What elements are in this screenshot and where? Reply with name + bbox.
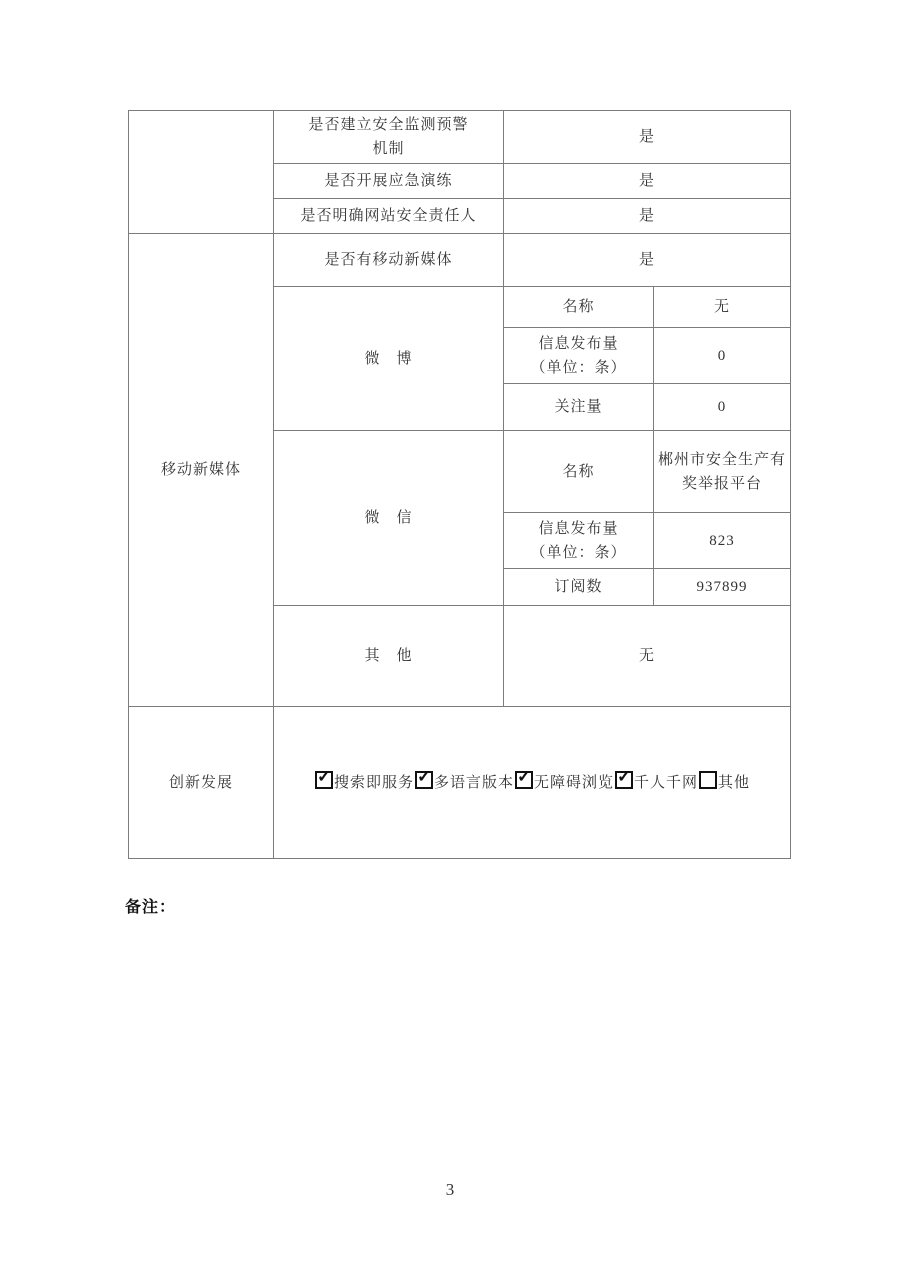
- row-value: 是: [504, 234, 791, 287]
- innovation-option: [314, 766, 414, 791]
- checked-checkbox-icon: [615, 766, 633, 789]
- table-row: [129, 707, 791, 859]
- option-label: 多语言版本: [433, 774, 514, 791]
- row-label: 信息发布量 （单位：条）: [504, 513, 654, 569]
- check-mark: ✓: [316, 766, 332, 786]
- row-value: 是: [504, 199, 791, 234]
- innovation-option: [698, 775, 750, 791]
- row-label: 名称: [504, 287, 654, 328]
- innovation-option: [514, 766, 615, 791]
- checked-checkbox-icon: [515, 766, 533, 789]
- row-value: 0: [654, 328, 791, 384]
- row-value: 无: [504, 606, 791, 707]
- row-value: 是: [504, 164, 791, 199]
- section-label-empty: [129, 111, 274, 234]
- option-label: 千人千网: [634, 774, 699, 791]
- option-label: 搜索即服务: [333, 774, 414, 791]
- option-label: 无障碍浏览: [534, 774, 615, 791]
- table-row: [129, 234, 791, 287]
- checked-checkbox-icon: [315, 766, 333, 789]
- innovation-options-cell: [274, 707, 791, 859]
- row-label: 关注量: [504, 384, 654, 431]
- row-label: 是否有移动新媒体: [274, 234, 504, 287]
- row-value: 无: [654, 287, 791, 328]
- row-value: 823: [654, 513, 791, 569]
- row-value: 937899: [654, 569, 791, 606]
- innovation-option: [414, 766, 514, 791]
- other-label: 其 他: [274, 606, 504, 707]
- row-label: 是否开展应急演练: [274, 164, 504, 199]
- row-label: 信息发布量 （单位：条）: [504, 328, 654, 384]
- section-label-innovation: 创新发展: [129, 707, 274, 859]
- check-mark: ✓: [517, 766, 532, 786]
- remarks-label: 备注：: [125, 899, 177, 916]
- row-label: 是否明确网站安全责任人: [274, 199, 504, 234]
- section-label-mobile-media: 移动新媒体: [129, 234, 274, 707]
- row-label: 名称: [504, 431, 654, 513]
- row-value: 0: [654, 384, 791, 431]
- table-row: [129, 111, 791, 164]
- unchecked-checkbox-icon: [699, 771, 717, 789]
- row-label: 订阅数: [504, 569, 654, 606]
- annual-report-table: [128, 110, 791, 859]
- check-mark: ✓: [416, 766, 432, 786]
- row-value: 是: [504, 111, 791, 164]
- page-number: 3: [445, 1180, 455, 1199]
- innovation-option: [614, 766, 699, 791]
- weibo-label: 微 博: [274, 287, 504, 431]
- row-value: 郴州市安全生产有奖举报平台: [654, 431, 791, 513]
- wechat-label: 微 信: [274, 431, 504, 606]
- check-mark: ✓: [617, 766, 632, 786]
- row-label: 是否建立安全监测预警 机制: [274, 111, 504, 164]
- option-label: 其他: [718, 774, 751, 791]
- checked-checkbox-icon: [415, 766, 433, 789]
